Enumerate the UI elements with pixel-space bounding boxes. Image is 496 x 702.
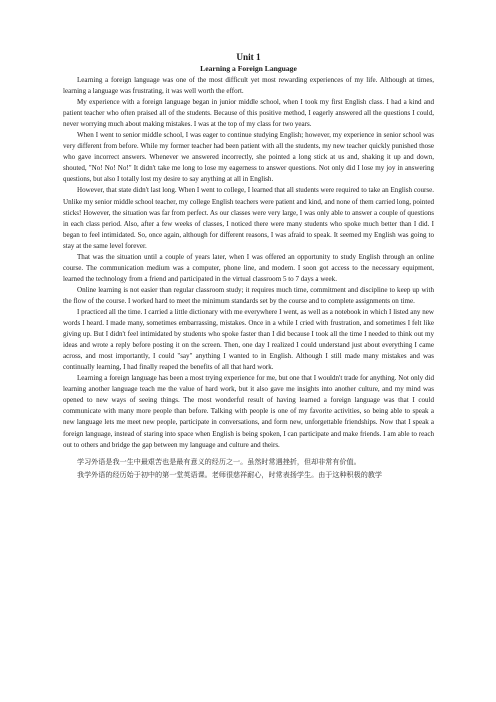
english-text [63,75,434,451]
paragraph-8: Learning a foreign language has been a most trying experience for me, but one that I wouldn't trade for anything. Not only did learning another language teach me the value of hard work, but it also gave me insights into another culture, and my mind was opened to new ways of seeing things. The most wonderful result of having learned a foreign language was that I could communicate with many more people than before. Talking with people is one of my favorite activities, so being able to speak a new language lets me meet new people, participate in conversations, and form new, unforgettable friendships. Now that I speak a foreign language, instead of staring into space when English is being spoken, I can participate and make friends. I am able to reach out to others and bridge the gap between my language and culture and theirs. [63,374,434,449]
paragraph-4: However, that state didn't last long. When I went to college, I learned that all students were required to take an English course. Unlike my senior middle school teacher, my college English teachers were patient and kind, and none of them carried long, pointed sticks! However, the situation was far from perfect. As our classes were very large, I was only able to answer a couple of questions in each class period. Also, after a few weeks of classes, I noticed there were many students who spoke much better than I did. I began to feel intimidated. So, once again, although for different reasons, I was afraid to speak. It seemed my English was going to stay at the same level forever. [63,186,434,250]
chinese-line-2: 我学外语的经历始于初中的第一堂英语课。老师很慈祥耐心，时常表扬学生。由于这种积极的教学 [77,469,383,479]
paragraph-1: Learning a foreign language was one of the most difficult yet most rewarding experiences of my life. Although at times, learning a language was frustrating, it was well worth the effort. [63,76,434,96]
paragraph-3: When I went to senior middle school, I was eager to continue studying English; however, my experience in senior school was very different from before. While my former teacher had been patient with all the students, my new teacher quickly punished those who gave incorrect answers. Whenever we answered incorrectly, she pointed a long stick at us and, shaking it up and down, shouted, "No! No! No!" It didn't take me long to lose my eagerness to answer questions. Not only did I lose my joy in answering questions, but also I totally lost my desire to say anything at all in English. [63,131,434,184]
unit-title: Unit 1 [236,52,261,62]
paragraph-7: I practiced all the time. I carried a little dictionary with me everywhere I went, as well as a notebook in which I listed any new words I heard. I made many, sometimes embarrassing, mistakes. Once in a while I cried with frustration, and sometimes I felt like giving up. But I didn't feel intimidated by students who spoke faster than I did because I took all the time I needed to think out my ideas and wrote a reply before posting it on the screen. Then, one day I realized I could understand just about everything I came across, and most importantly, I could "say" anything I wanted to in English. Although I still made many mistakes and was continually learning, I had finally reaped the benefits of all that hard work. [63,307,434,372]
document-page [63,51,434,481]
chinese-translation [63,455,434,481]
paragraph-2: My experience with a foreign language began in junior middle school, when I took my first English class. I had a kind and patient teacher who often praised all of the students. Because of this positive method, I eagerly answered all the questions I could, never worrying much about making mistakes. I was at the top of my class for two years. [63,98,434,129]
lesson-title: Learning a Foreign Language [200,64,297,73]
chinese-line-1: 学习外语是我一生中最艰苦也是最有意义的经历之一。虽然时常遇挫折，但却非常有价值。 [77,456,361,466]
paragraph-6: Online learning is not easier than regular classroom study; it requires much time, commitment and discipline to keep up with the flow of the course. I worked hard to meet the minimum standards set by the course and to complete assignments on time. [63,285,434,305]
paragraph-5: That was the situation until a couple of years later, when I was offered an opportunity to study English through an online course. The communication medium was a computer, phone line, and modem. I soon got access to the necessary equipment, learned the technology from a friend and participated in the virtual classroom 5 to 7 days a week. [63,252,434,283]
